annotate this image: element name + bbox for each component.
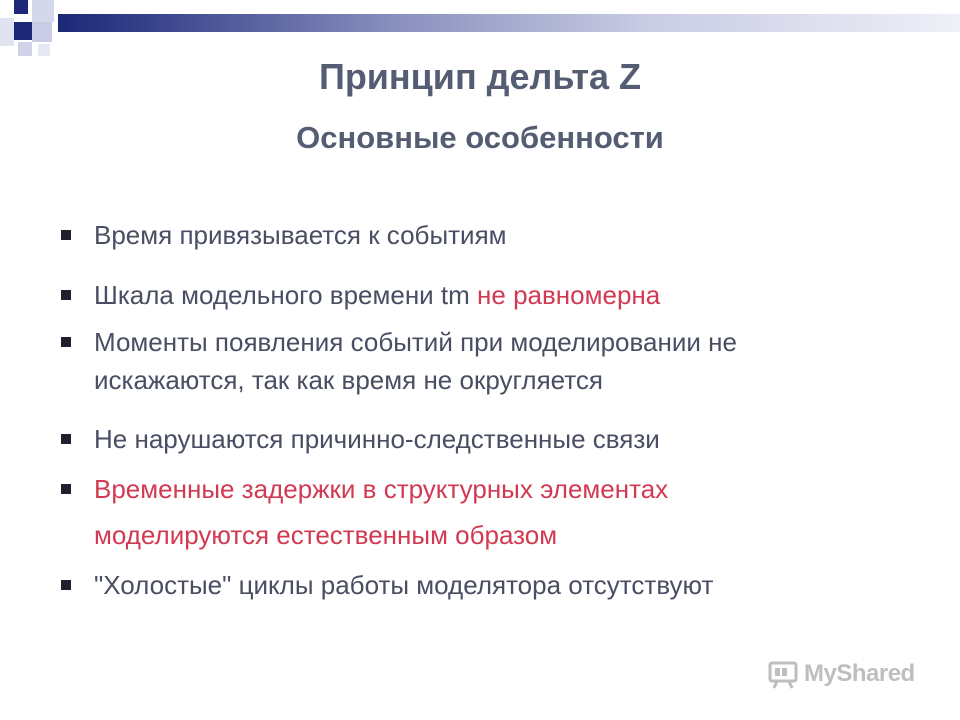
slide-title: Принцип дельта Z xyxy=(318,56,642,97)
list-item-text: Шкала модельного времени tm xyxy=(94,280,478,310)
bullet-marker xyxy=(61,337,71,347)
presentation-board-icon xyxy=(768,659,798,689)
bullet-marker xyxy=(61,580,71,590)
bullet-marker xyxy=(61,434,71,444)
list-item-line: искажаются, так как время не округляется xyxy=(94,365,603,395)
list-item-line: Моменты появления событий при моделировании не xyxy=(94,327,737,357)
bullet-marker xyxy=(61,290,71,300)
slide-subtitle: Основные особенности xyxy=(296,120,664,155)
list-item-line: моделируются естественным образом xyxy=(94,520,558,550)
list-item xyxy=(94,277,660,313)
list-item-line: Временные задержки в структурных элементах xyxy=(94,474,669,504)
watermark-text: MyShared xyxy=(804,660,915,687)
list-item: Время привязывается к событиям xyxy=(94,220,507,250)
list-item-highlight: не равномерна xyxy=(477,280,661,310)
list-item: "Холостые" циклы работы моделятора отсутствуют xyxy=(94,570,714,600)
list-item: Не нарушаются причинно-следственные связи xyxy=(94,424,660,454)
bullet-marker xyxy=(61,484,71,494)
bullet-marker xyxy=(61,230,71,240)
watermark-logo[interactable] xyxy=(768,656,928,692)
